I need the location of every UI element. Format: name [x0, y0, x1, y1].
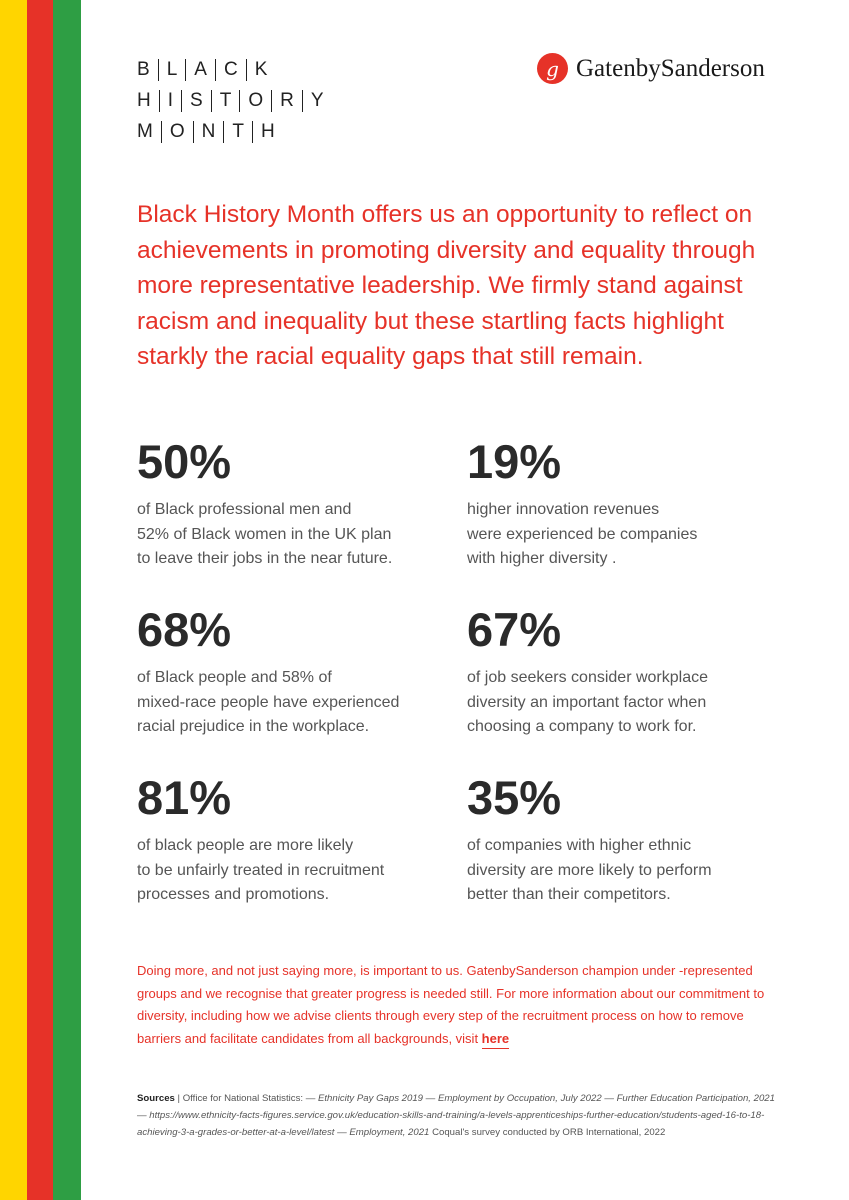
stat-block	[137, 436, 467, 572]
bhm-letter: O	[162, 121, 194, 143]
sources-footnote	[137, 1090, 787, 1141]
bhm-row-month	[133, 116, 332, 147]
bhm-row-black	[133, 54, 332, 85]
bhm-letter: N	[194, 121, 225, 143]
bhm-letter: A	[186, 59, 216, 81]
stat-block	[137, 772, 467, 908]
stat-description: of companies with higher ethnic diversity are more likely to perform better than their competitors.	[467, 837, 712, 903]
intro-statement: Black History Month offers us an opportunity to reflect on achievements in promoting diversity and equality through more representative leadership. We firmly stand against racism and inequality but these startling facts highlight starkly the racial equality gaps that still remain.	[137, 201, 756, 370]
bhm-letter: I	[160, 90, 182, 112]
closing-paragraph	[137, 960, 777, 1050]
stat-description: of Black professional men and 52% of Black women in the UK plan to leave their jobs in the near future.	[137, 501, 393, 567]
stat-block	[467, 436, 797, 572]
stat-block	[467, 772, 797, 908]
stat-description: of black people are more likely to be unfairly treated in recruitment processes and promotions.	[137, 837, 385, 903]
stat-value: 67%	[467, 603, 562, 656]
here-link[interactable]: here	[482, 1031, 509, 1049]
yellow-stripe	[0, 0, 27, 1200]
bhm-letter: T	[212, 90, 241, 112]
stat-value: 35%	[467, 771, 562, 824]
bhm-letter: R	[272, 90, 303, 112]
bhm-letter: S	[182, 90, 212, 112]
bhm-letter: C	[216, 59, 247, 81]
sources-references: — Ethnicity Pay Gaps 2019 — Employment by Occupation, July 2022 — Further Education Participation, 2021 — https://www.ethnicity-facts-figures.service.gov.uk/education-skills-and-training/a-levels-apprenticeships-further-education/students-aged-16-to-18-achieving-3-a-grades-or-better-at-a-level/latest — Employment, 2021	[137, 1093, 775, 1138]
black-history-month-logo	[133, 54, 332, 147]
sources-org: Office for National Statistics:	[182, 1093, 304, 1104]
stat-value: 19%	[467, 435, 562, 488]
bhm-letter: K	[254, 58, 268, 80]
bhm-letter: M	[133, 121, 162, 143]
stat-value: 81%	[137, 771, 232, 824]
bhm-letter: H	[133, 90, 160, 112]
stat-block	[467, 604, 797, 740]
stat-block	[137, 604, 467, 740]
bhm-letter: O	[240, 90, 272, 112]
stat-value: 50%	[137, 435, 232, 488]
closing-text: Doing more, and not just saying more, is important to us. GatenbySanderson champion under -represented groups and we recognise that greater progress is needed still. For more information about our commitment to diversity, including how we advise clients through every step of the recruitment process on how to remove barriers and facilitate candidates from all backgrounds, visit	[137, 963, 765, 1046]
sources-label: Sources	[137, 1093, 175, 1104]
green-stripe	[53, 0, 81, 1200]
bhm-letter: Y	[310, 89, 324, 111]
bhm-row-history	[133, 85, 332, 116]
sources-survey: Coqual's survey conducted by ORB International, 2022	[429, 1127, 666, 1138]
bhm-letter: T	[224, 121, 253, 143]
bhm-letter: L	[159, 59, 187, 81]
bhm-letter: H	[260, 120, 275, 142]
stat-description: of Black people and 58% of mixed-race people have experienced racial prejudice in the workplace.	[137, 669, 400, 735]
stat-description: higher innovation revenues were experienced be companies with higher diversity .	[467, 501, 698, 567]
stat-description: of job seekers consider workplace diversity an important factor when choosing a company to work for.	[467, 669, 709, 735]
brand-name: GatenbySanderson	[576, 54, 765, 82]
brand-mark-icon: g	[537, 53, 568, 84]
sources-separator: |	[174, 1093, 183, 1104]
stat-value: 68%	[137, 603, 232, 656]
red-stripe	[27, 0, 53, 1200]
bhm-letter: B	[133, 59, 159, 81]
gatenbysanderson-logo	[537, 53, 765, 84]
